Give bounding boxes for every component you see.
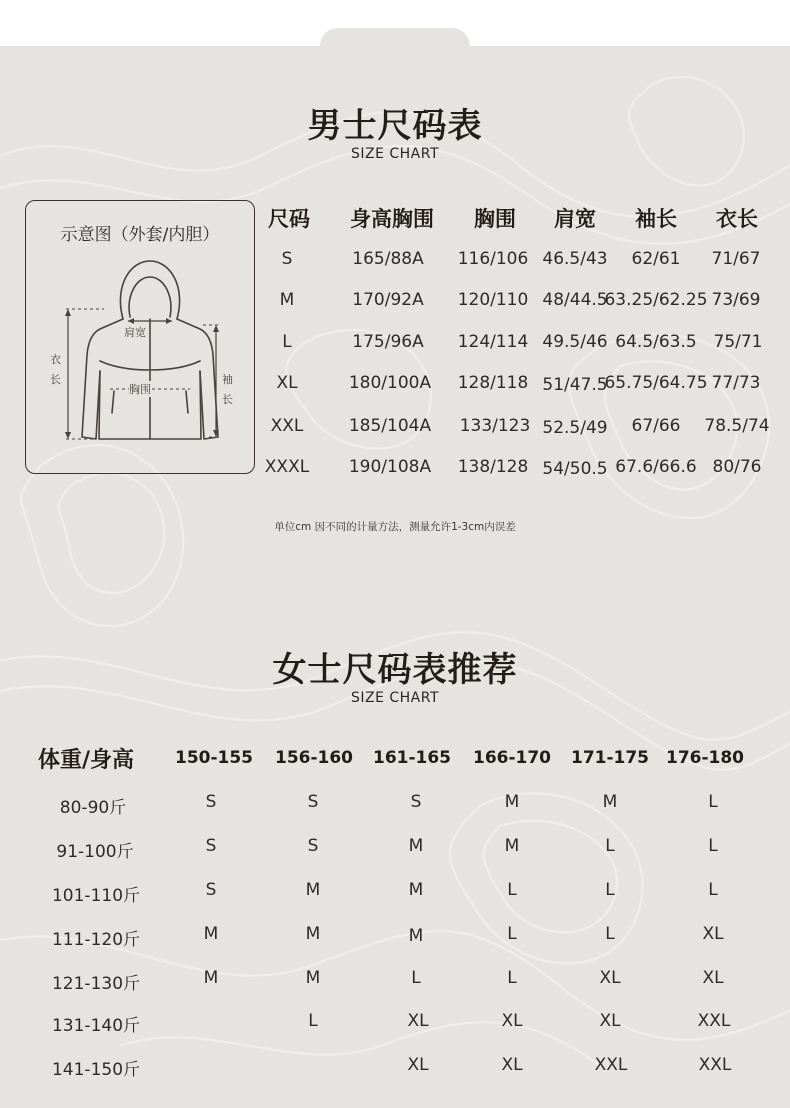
women-weight-label: 121-130斤 <box>51 974 141 994</box>
length-label-a: 衣 <box>50 353 61 366</box>
women-cell: L <box>605 924 615 944</box>
men-cell: 62/61 <box>631 249 681 269</box>
men-cell: XL <box>276 373 298 393</box>
men-cell: M <box>279 290 295 310</box>
women-cell: S <box>205 880 217 900</box>
men-cell: 78.5/74 <box>704 416 770 436</box>
women-cell: XL <box>501 1011 523 1031</box>
men-cell: 77/73 <box>711 373 761 393</box>
women-weight-label: 111-120斤 <box>51 930 141 950</box>
men-cell: 67/66 <box>631 416 681 436</box>
men-cell: 73/69 <box>711 290 761 310</box>
women-cell: M <box>305 880 321 900</box>
men-header-sleeve: 袖长 <box>635 207 677 231</box>
sleeve-label-a: 袖 <box>222 373 233 386</box>
women-cell: M <box>408 880 424 900</box>
men-header-height-chest: 身高胸围 <box>350 207 434 231</box>
diagram-caption: 示意图（外套/内胆） <box>60 225 220 245</box>
women-height-header: 166-170 <box>472 748 552 768</box>
shoulder-label: 肩宽 <box>124 326 146 339</box>
women-cell: XXL <box>594 1055 628 1075</box>
men-cell: 116/106 <box>457 249 529 269</box>
women-cell: S <box>410 792 422 812</box>
women-cell: M <box>305 968 321 988</box>
men-cell: L <box>282 332 292 352</box>
men-cell: 175/96A <box>352 332 424 352</box>
women-weight-label: 80-90斤 <box>59 798 127 818</box>
women-cell: M <box>408 926 424 946</box>
men-cell: 133/123 <box>459 416 531 436</box>
women-cell: L <box>708 792 718 812</box>
men-cell: 65.75/64.75 <box>604 373 708 393</box>
women-cell: L <box>605 880 615 900</box>
men-cell: 52.5/49 <box>542 418 608 438</box>
women-cell: M <box>504 792 520 812</box>
women-height-header: 156-160 <box>274 748 354 768</box>
women-cell: S <box>307 836 319 856</box>
women-cell: M <box>203 924 219 944</box>
men-header-chest: 胸围 <box>474 207 516 231</box>
men-cell: S <box>281 249 293 269</box>
women-chart-title: 女士尺码表推荐 <box>272 650 518 690</box>
sleeve-label-b: 长 <box>222 393 233 406</box>
women-cell: S <box>205 792 217 812</box>
men-chart-title: 男士尺码表 <box>307 106 483 146</box>
women-cell: XL <box>599 968 621 988</box>
men-cell: 190/108A <box>348 457 432 477</box>
men-cell: 46.5/43 <box>542 249 608 269</box>
men-cell: 64.5/63.5 <box>615 332 697 352</box>
women-weight-label: 131-140斤 <box>51 1016 141 1036</box>
men-cell: 165/88A <box>352 249 424 269</box>
women-height-header: 171-175 <box>570 748 650 768</box>
men-header-size: 尺码 <box>268 207 310 231</box>
women-weight-label: 91-100斤 <box>56 842 134 862</box>
women-cell: S <box>307 792 319 812</box>
men-cell: 80/76 <box>712 457 762 477</box>
women-cell: M <box>602 792 618 812</box>
women-cell: L <box>708 880 718 900</box>
men-cell: 185/104A <box>348 416 432 436</box>
men-chart-subtitle: SIZE CHART <box>350 146 440 162</box>
women-cell: M <box>408 836 424 856</box>
women-cell: XXL <box>697 1011 731 1031</box>
women-cell: XL <box>702 924 724 944</box>
men-cell: 75/71 <box>713 332 763 352</box>
women-cell: L <box>605 836 615 856</box>
women-weight-label: 141-150斤 <box>51 1060 141 1080</box>
women-cell: XL <box>501 1055 523 1075</box>
men-cell: 48/44.5 <box>542 290 608 310</box>
women-cell: XL <box>407 1055 429 1075</box>
women-cell: M <box>305 924 321 944</box>
men-cell: XXL <box>270 416 304 436</box>
women-cell: XL <box>599 1011 621 1031</box>
men-cell: 67.6/66.6 <box>615 457 697 477</box>
women-height-header: 161-165 <box>372 748 452 768</box>
men-cell: 54/50.5 <box>542 459 608 479</box>
length-label-b: 长 <box>50 373 61 386</box>
women-cell: L <box>507 880 517 900</box>
measurement-note: 单位cm 因不同的计量方法，测量允许1-3cm内误差 <box>274 521 516 533</box>
men-cell: 138/128 <box>457 457 529 477</box>
women-height-header: 150-155 <box>174 748 254 768</box>
chest-label: 胸围 <box>129 383 151 396</box>
women-cell: M <box>504 836 520 856</box>
women-cell: XL <box>702 968 724 988</box>
men-cell: XXXL <box>264 457 310 477</box>
women-cell: L <box>708 836 718 856</box>
women-chart-subtitle: SIZE CHART <box>350 690 440 706</box>
men-header-length: 衣长 <box>716 207 758 231</box>
men-cell: 180/100A <box>348 373 432 393</box>
jacket-diagram <box>25 200 255 474</box>
panel-tab <box>320 28 470 68</box>
women-cell: L <box>507 968 517 988</box>
women-cell: M <box>203 968 219 988</box>
men-cell: 124/114 <box>457 332 529 352</box>
women-weight-label: 101-110斤 <box>51 886 141 906</box>
women-cell: L <box>411 968 421 988</box>
women-cell: XXL <box>698 1055 732 1075</box>
men-cell: 170/92A <box>352 290 424 310</box>
weight-height-corner: 体重/身高 <box>38 748 135 773</box>
men-cell: 128/118 <box>457 373 529 393</box>
men-cell: 120/110 <box>457 290 529 310</box>
men-header-shoulder: 肩宽 <box>554 207 596 231</box>
men-cell: 63.25/62.25 <box>604 290 708 310</box>
women-cell: XL <box>407 1011 429 1031</box>
men-cell: 71/67 <box>711 249 761 269</box>
women-height-header: 176-180 <box>665 748 745 768</box>
women-cell: S <box>205 836 217 856</box>
women-cell: L <box>507 924 517 944</box>
men-cell: 49.5/46 <box>542 332 608 352</box>
men-cell: 51/47.5 <box>542 375 608 395</box>
women-cell: L <box>308 1011 318 1031</box>
